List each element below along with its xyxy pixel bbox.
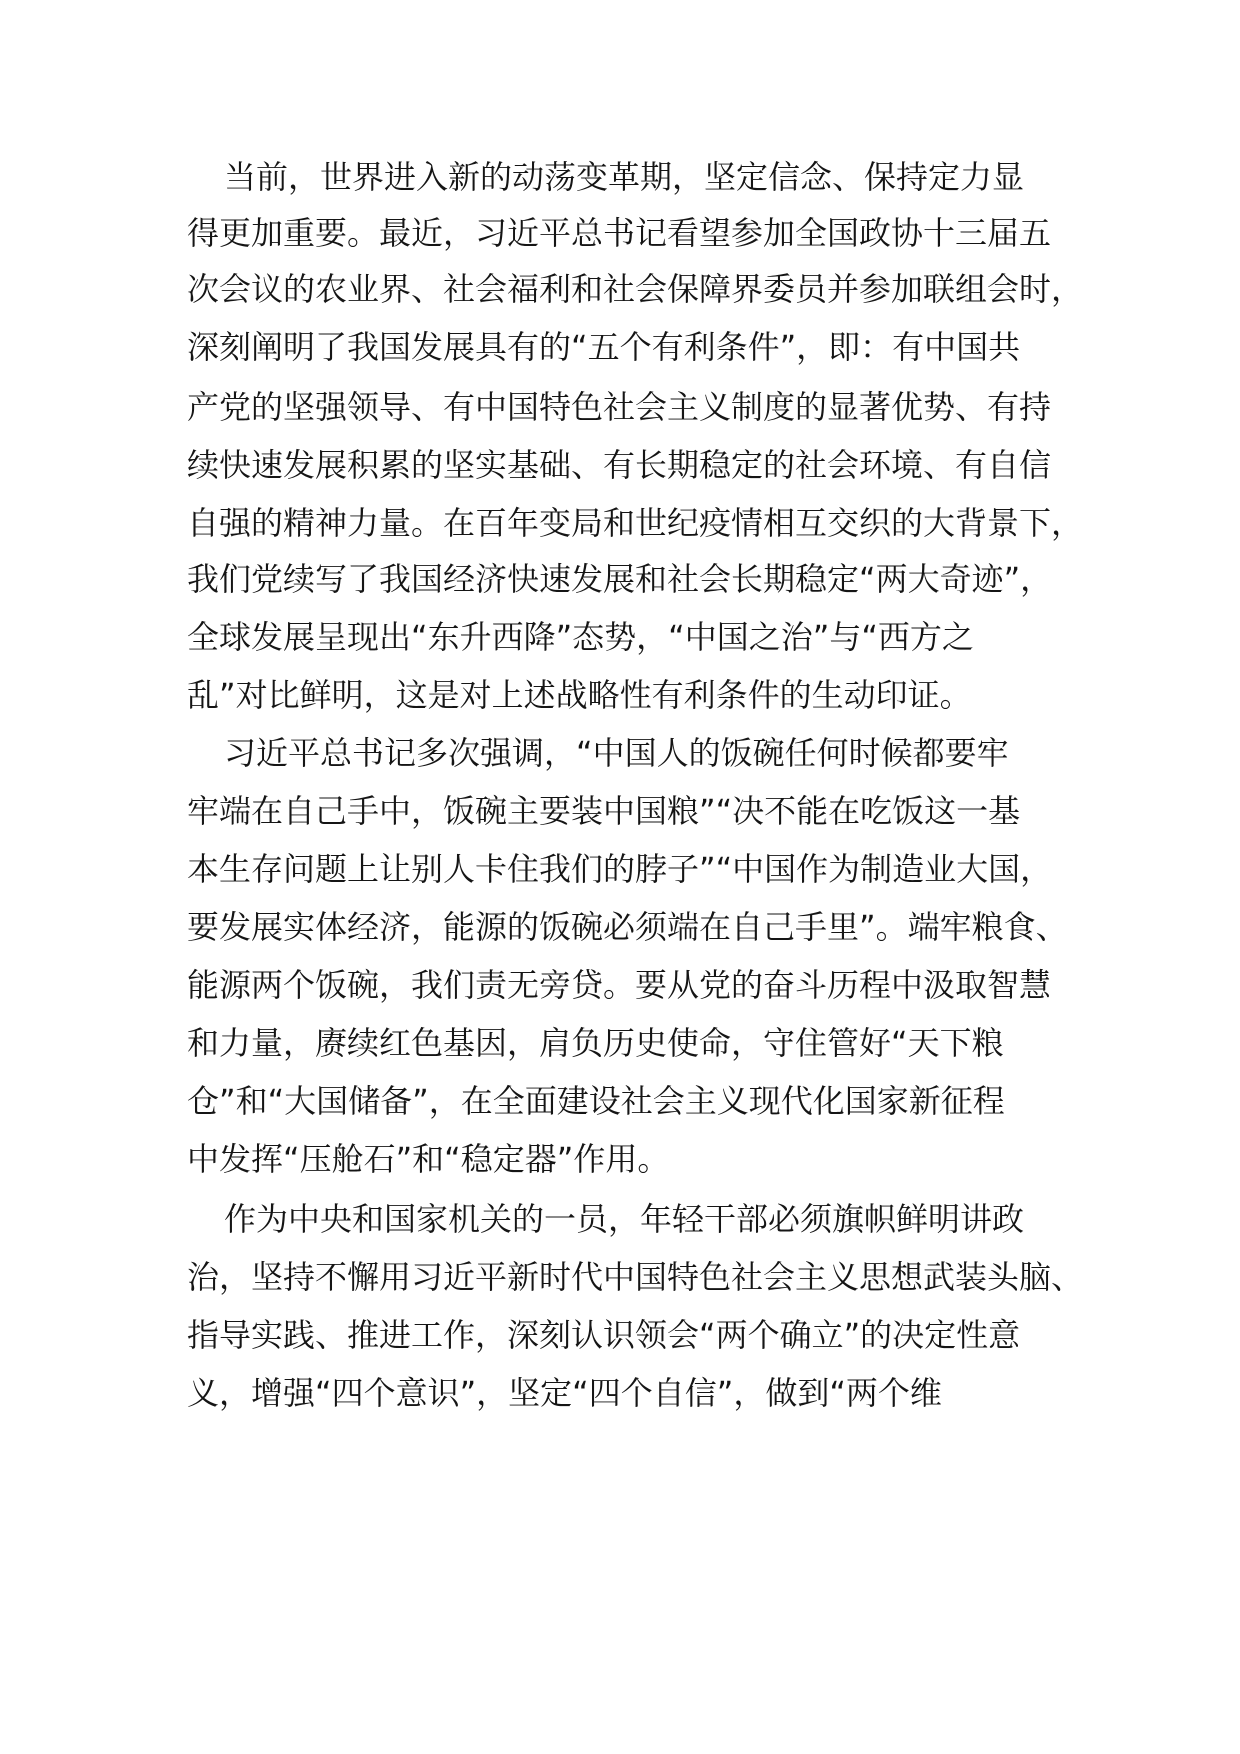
paragraph-2-line-8: 中发挥“压舱石”和“稳定器”作用。: [187, 1140, 670, 1178]
paragraph-3-line-1: 作为中央和国家机关的一员，年轻干部必须旗帜鲜明讲政: [224, 1200, 1025, 1238]
paragraph-2-line-3: 本生存问题上让别人卡住我们的脖子”“中国作为制造业大国，: [187, 850, 1053, 888]
paragraph-3-line-3: 指导实践、推进工作，深刻认识领会“两个确立”的决定性意: [187, 1316, 1021, 1354]
paragraph-1-line-8: 我们党续写了我国经济快速发展和社会长期稳定“两大奇迹”，: [187, 560, 1053, 598]
paragraph-2-line-4: 要发展实体经济，能源的饭碗必须端在自己手里”。端牢粮食、: [187, 908, 1068, 946]
paragraph-1-line-3: 次会议的农业界、社会福利和社会保障界委员并参加联组会时，: [187, 270, 1084, 308]
paragraph-1-line-7: 自强的精神力量。在百年变局和世纪疫情相互交织的大背景下，: [187, 504, 1084, 542]
paragraph-1-line-6: 续快速发展积累的坚实基础、有长期稳定的社会环境、有自信: [187, 446, 1052, 484]
paragraph-2-line-6: 和力量，赓续红色基因，肩负历史使命，守住管好“天下粮: [187, 1024, 1004, 1062]
paragraph-1-line-4: 深刻阐明了我国发展具有的“五个有利条件”，即：有中国共: [187, 328, 1021, 366]
paragraph-1-line-1: 当前，世界进入新的动荡变革期，坚定信念、保持定力显: [224, 158, 1025, 196]
paragraph-2-line-5: 能源两个饭碗，我们责无旁贷。要从党的奋斗历程中汲取智慧: [187, 966, 1052, 1004]
paragraph-2-line-7: 仓”和“大国储备”，在全面建设社会主义现代化国家新征程: [187, 1082, 1005, 1120]
paragraph-1-line-10: 乱”对比鲜明，这是对上述战略性有利条件的生动印证。: [187, 676, 972, 714]
paragraph-1-line-2: 得更加重要。最近，习近平总书记看望参加全国政协十三届五: [187, 214, 1052, 252]
paragraph-2-line-1: 习近平总书记多次强调，“中国人的饭碗任何时候都要牢: [224, 734, 1009, 772]
paragraph-2-line-2: 牢端在自己手中，饭碗主要装中国粮”“决不能在吃饭这一基: [187, 792, 1021, 830]
paragraph-3-line-4: 义，增强“四个意识”，坚定“四个自信”，做到“两个维: [187, 1374, 942, 1412]
paragraph-1-line-5: 产党的坚强领导、有中国特色社会主义制度的显著优势、有持: [187, 388, 1052, 426]
paragraph-1-line-9: 全球发展呈现出“东升西降”态势，“中国之治”与“西方之: [187, 618, 974, 656]
paragraph-3-line-2: 治，坚持不懈用习近平新时代中国特色社会主义思想武装头脑、: [187, 1258, 1084, 1296]
